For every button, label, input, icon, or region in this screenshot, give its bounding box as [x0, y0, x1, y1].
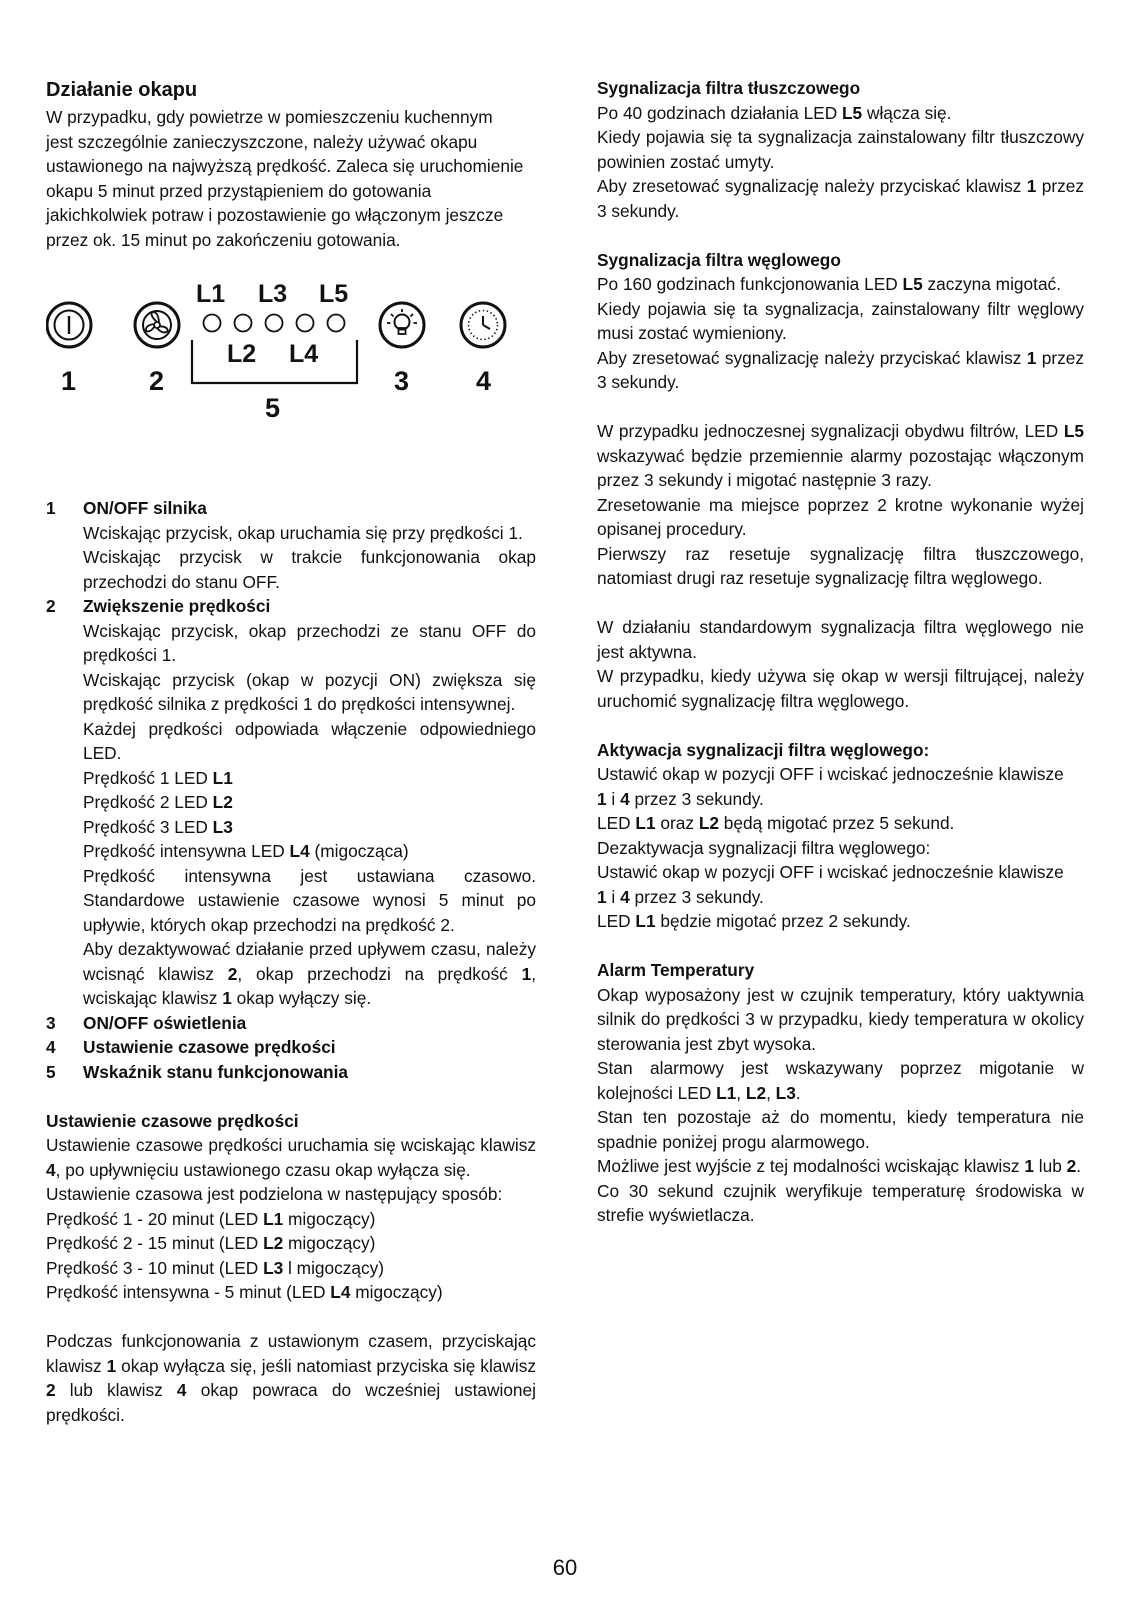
item-3 [46, 1011, 536, 1036]
item-title: ON/OFF silnika [83, 498, 207, 518]
section-heading-timer: Ustawienie czasowe prędkości [46, 1110, 299, 1131]
temperature-text: Stan ten pozostaje aż do momentu, kiedy temperatura nie spadnie poniżej progu alarmowego. [597, 1107, 1084, 1152]
item-2 [46, 594, 536, 1011]
carbon-text: Kiedy pojawia się ta sygnalizacja, zainstalowany filtr węglowy musi zostać wymieniony. [597, 298, 1084, 343]
standard-text: W działaniu standardowym sygnalizacja filtra węglowego nie jest aktywna. [597, 617, 1084, 662]
item-text: Aby dezaktywować działanie przed upływem czasu, należy wcisnąć klawisz 2, okap przechodzi na prędkość 1, wciskając klawisz 1 okap wyłączy się. [83, 939, 536, 1008]
right-column [597, 76, 1084, 1228]
fan-button-icon [135, 303, 179, 347]
item-4 [46, 1035, 536, 1060]
label-l2: L2 [227, 340, 257, 368]
item-title: ON/OFF oświetlenia [83, 1012, 247, 1033]
item-text: Wciskając przycisk (okap w pozycji ON) zwiększa się prędkość silnika z prędkości 1 do prędkości intensywnej. [83, 669, 536, 714]
carbon-text: Po 160 godzinach funkcjonowania LED L5 zaczyna migotać. [597, 274, 1061, 294]
activation-text: LED L1 oraz L2 będą migotać przez 5 sekund. [597, 813, 955, 833]
label-l1: L1 [196, 280, 226, 308]
section-heading-carbon-filter: Sygnalizacja filtra węglowego [597, 249, 841, 270]
led-l3 [266, 315, 283, 332]
section-heading-activation: Aktywacja sygnalizacji filtra węglowego: [597, 739, 930, 760]
label-l4: L4 [289, 340, 319, 368]
item-text: Każdej prędkości odpowiada włączenie odpowiedniego LED. [83, 718, 536, 763]
intro-line: przez ok. 15 minut po zakończeniu gotowania. [46, 229, 401, 250]
both-filters-text: Pierwszy raz resetuje sygnalizację filtra tłuszczowego, natomiast drugi raz resetuje sygnalizację filtra węglowego. [597, 543, 1084, 588]
item-text: Wciskając przycisk, okap uruchamia się przy prędkości 1. [83, 522, 523, 543]
activation-text: 1 i 4 przez 3 sekundy. [597, 788, 764, 809]
item-text: Prędkość intensywna jest ustawiana czasowo. Standardowe ustawienie czasowe wynosi 5 minut po upływie, których okap przechodzi na prędkość 2. [83, 865, 536, 935]
timer-paragraph: Ustawienie czasowe prędkości uruchamia się wciskając klawisz 4, po upływnięciu ustawionego czasu okap wyłącza się. [46, 1135, 536, 1180]
left-column [46, 76, 536, 1427]
number-2: 2 [149, 366, 165, 396]
speed-line: Prędkość intensywna LED L4 (migocząca) [83, 841, 409, 861]
item-number: 4 [46, 1037, 56, 1057]
control-panel-diagram [46, 280, 536, 455]
grease-text: Aby zresetować sygnalizację należy przyciskać klawisz 1 przez 3 sekundy. [597, 176, 1084, 221]
activation-text: 1 i 4 przez 3 sekundy. [597, 886, 764, 907]
timer-final-paragraph: Podczas funkcjonowania z ustawionym czasem, przyciskając klawisz 1 okap wyłącza się, jeśli natomiast przyciska się klawisz 2 lub klawisz 4 okap powraca do wcześniej ustawionej prędkości. [46, 1331, 536, 1425]
led-bracket [192, 340, 357, 383]
item-title: Zwiększenie prędkości [83, 596, 271, 616]
number-3: 3 [394, 366, 410, 396]
item-1 [46, 496, 536, 594]
item-number: 5 [46, 1061, 56, 1082]
temperature-text: Stan alarmowy jest wskazywany poprzez migotanie w kolejności LED L1, L2, L3. [597, 1058, 1084, 1103]
timer-list-item: Prędkość intensywna - 5 minut (LED L4 migoczący) [46, 1282, 443, 1302]
speed-line: Prędkość 3 LED L3 [83, 816, 233, 837]
timer-paragraph: Ustawienie czasowa jest podzielona w następujący sposób: [46, 1184, 503, 1204]
number-1: 1 [61, 366, 77, 396]
item-title: Ustawienie czasowe prędkości [83, 1037, 336, 1057]
label-l5: L5 [319, 280, 349, 308]
number-4: 4 [476, 366, 492, 396]
grease-text: Po 40 godzinach działania LED L5 włącza się. [597, 102, 952, 123]
led-l5 [328, 315, 345, 332]
item-number: 2 [46, 596, 56, 616]
temperature-text: Okap wyposażony jest w czujnik temperatury, który uaktywnia silnik do prędkości 3 w przypadku, kiedy temperatura w okolicy sterowania jest zbyt wysoka. [597, 984, 1084, 1054]
speed-line: Prędkość 2 LED L2 [83, 792, 233, 812]
temperature-text: Możliwe jest wyjście z tej modalności wciskając klawisz 1 lub 2. [597, 1156, 1082, 1176]
item-title: Wskaźnik stanu funkcjonowania [83, 1061, 349, 1082]
intro-line: jest szczególnie zanieczyszczone, należy używać okapu [46, 131, 478, 152]
control-panel-svg [46, 280, 536, 455]
intro-line: ustawionego na najwyższą prędkość. Zaleca się uruchomienie [46, 156, 524, 176]
activation-text: Ustawić okap w pozycji OFF i wciskać jednocześnie klawisze [597, 862, 1064, 882]
page-number: 60 [552, 1555, 578, 1580]
section-heading-operation: Działanie okapu [46, 79, 198, 101]
timer-list-item: Prędkość 3 - 10 minut (LED L3 l migoczący) [46, 1257, 385, 1278]
light-button-icon [380, 303, 424, 347]
timer-button-icon [461, 303, 505, 347]
number-5: 5 [265, 393, 281, 423]
grease-text: Kiedy pojawia się ta sygnalizacja zainstalowany filtr tłuszczowy powinien zostać umyty. [597, 127, 1084, 172]
item-number: 3 [46, 1012, 56, 1033]
item-text: Wciskając przycisk, okap przechodzi ze stanu OFF do prędkości 1. [83, 620, 536, 665]
power-button-icon [47, 303, 91, 347]
speed-line: Prędkość 1 LED L1 [83, 767, 233, 788]
activation-text: Dezaktywacja sygnalizacji filtra węglowego: [597, 837, 931, 858]
led-l4 [297, 315, 314, 332]
item-number: 1 [46, 498, 56, 518]
intro-line: okapu 5 minut przed przystąpieniem do gotowania [46, 180, 432, 201]
both-filters-text: Zresetowanie ma miejsce poprzez 2 krotne wykonanie wyżej opisanej procedury. [597, 494, 1084, 539]
temperature-text: Co 30 sekund czujnik weryfikuje temperaturę środowiska w strefie wyświetlacza. [597, 1180, 1084, 1225]
timer-list-item: Prędkość 2 - 15 minut (LED L2 migoczący) [46, 1233, 376, 1253]
led-l2 [235, 315, 252, 332]
activation-text: Ustawić okap w pozycji OFF i wciskać jednocześnie klawisze [597, 764, 1064, 784]
activation-text: LED L1 będzie migotać przez 2 sekundy. [597, 911, 911, 931]
section-heading-temperature: Alarm Temperatury [597, 960, 755, 980]
intro-line: jakichkolwiek potraw i pozostawienie go włączonym jeszcze [46, 205, 504, 225]
both-filters-text: W przypadku jednoczesnej sygnalizacji obydwu filtrów, LED L5 wskazywać będzie przemiennie alarmy pozostając włączonym przez 3 sekundy i migotać następnie 3 razy. [597, 421, 1084, 490]
intro-line: W przypadku, gdy powietrze w pomieszczeniu kuchennym [46, 107, 493, 127]
item-text: Wciskając przycisk w trakcie funkcjonowania okap przechodzi do stanu OFF. [83, 547, 536, 592]
section-heading-grease-filter: Sygnalizacja filtra tłuszczowego [597, 78, 861, 98]
item-5 [46, 1060, 536, 1085]
standard-text: W przypadku, kiedy używa się okap w wersji filtrującej, należy uruchomić sygnalizację filtra węglowego. [597, 666, 1084, 711]
timer-list-item: Prędkość 1 - 20 minut (LED L1 migoczący) [46, 1208, 376, 1229]
led-row [204, 315, 345, 332]
led-l1 [204, 315, 221, 332]
carbon-text: Aby zresetować sygnalizację należy przyciskać klawisz 1 przez 3 sekundy. [597, 347, 1084, 392]
label-l3: L3 [258, 280, 288, 308]
